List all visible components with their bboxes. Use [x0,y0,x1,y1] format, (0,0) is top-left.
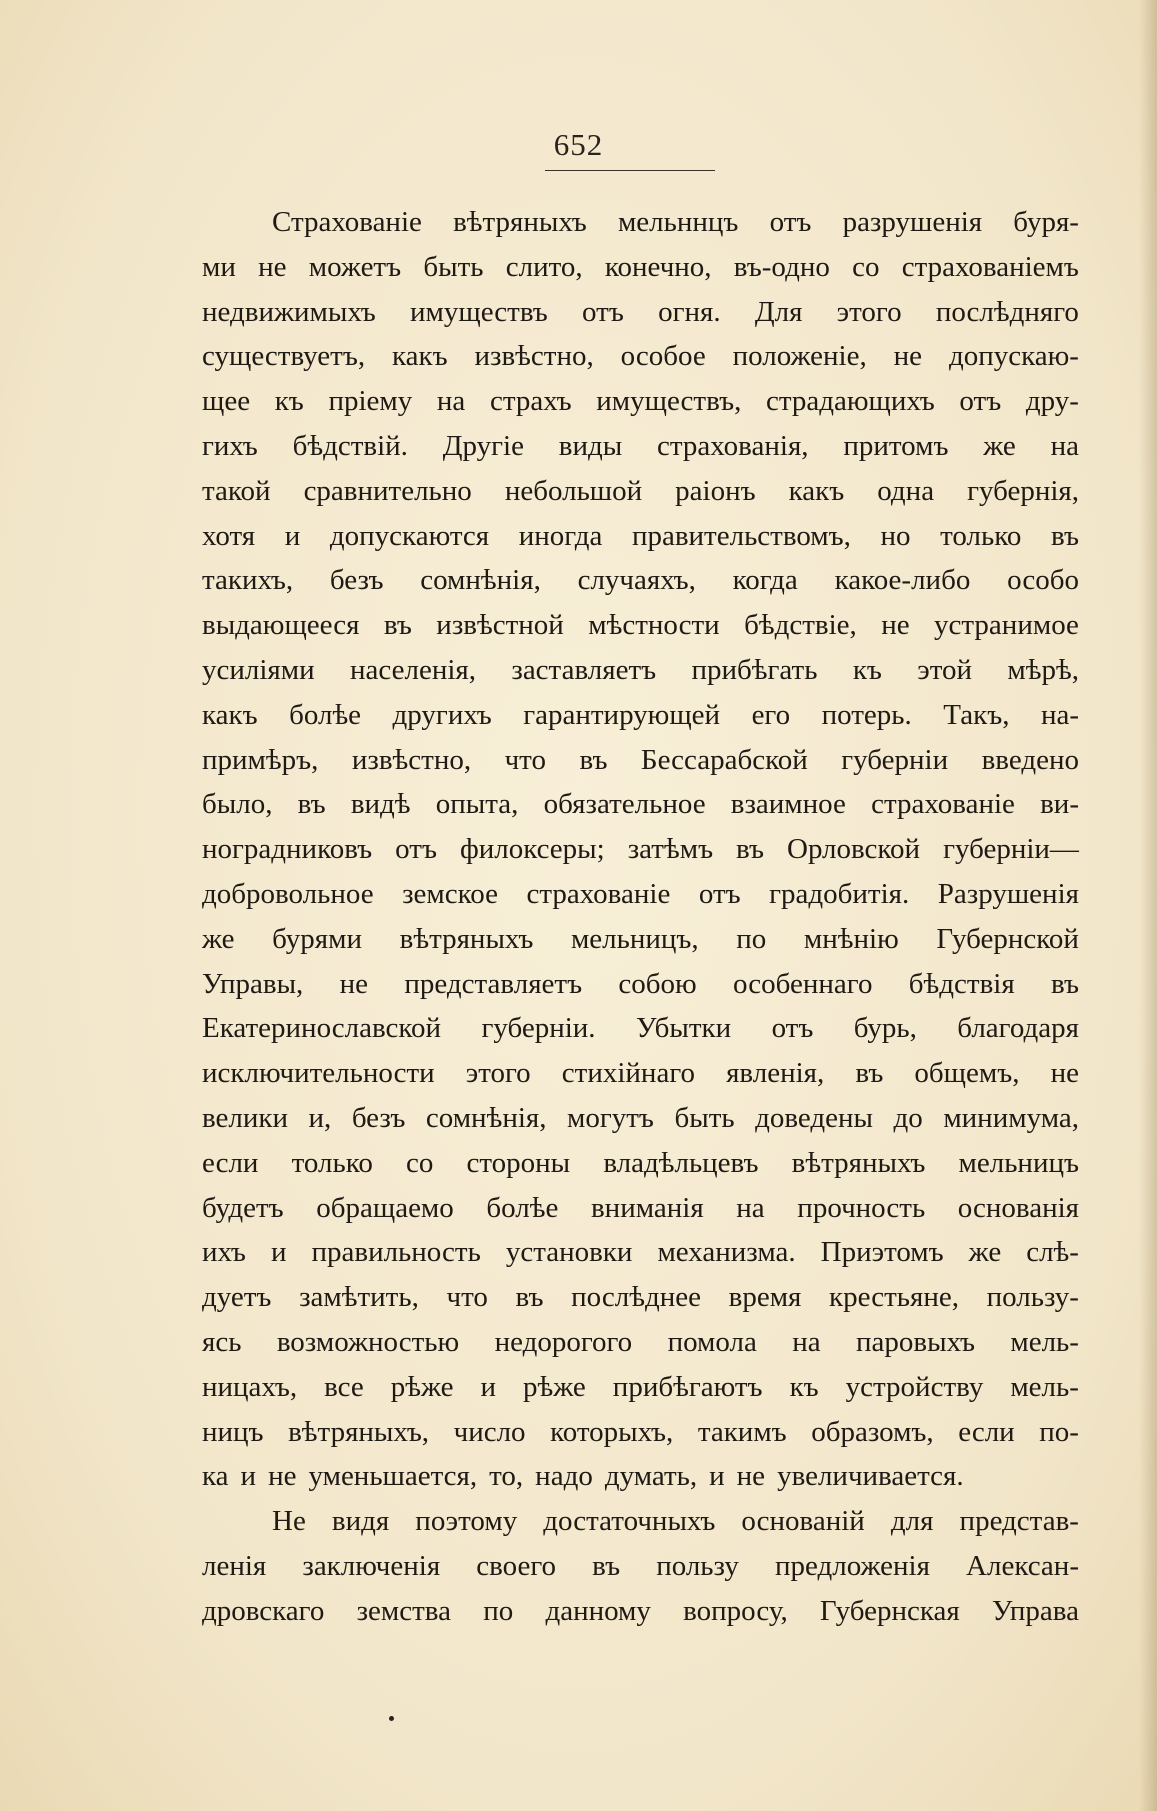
text-line: ленія заключенія своего въ пользу предложенія Алексан- [202,1549,1079,1582]
text-line: Страхованіе вѣтряныхъ мельннцъ отъ разрушенія буря- [272,206,1079,238]
text-line: такой сравнительно небольшой раіонъ какъ одна губернія, [202,474,1079,507]
text-line: дровскаго земства по данному вопросу, Губернская Управа [202,1594,1079,1627]
text-line: ноградниковъ отъ филоксеры; затѣмъ въ Орловской губерніи— [202,833,1079,866]
text-line: ми не можетъ быть слито, конечно, въ-одно со страхованіемъ [202,250,1079,283]
text-line: ницъ вѣтряныхъ, число которыхъ, такимъ образомъ, если по- [202,1415,1079,1448]
page-number-rule [545,170,715,171]
text-line: Екатеринославской губерніи. Убытки отъ бурь, благодаря [202,1012,1079,1045]
text-line: хотя и допускаются иногда правительствомъ, но только въ [202,519,1079,552]
body-text [202,200,1079,1634]
text-line: если только со стороны владѣльцевъ вѣтряныхъ мельницъ [202,1146,1079,1179]
text-line: было, въ видѣ опыта, обязательное взаимное страхованіе ви- [202,788,1079,821]
ink-dot [389,1716,394,1721]
text-line: Не видя поэтому достаточныхъ основаній для представ- [272,1505,1079,1538]
text-line: ницахъ, все рѣже и рѣже прибѣгаютъ къ устройству мель- [202,1370,1079,1403]
text-line: Управы, не представляетъ собою особеннаго бѣдствія въ [202,967,1079,1000]
text-line: щее къ пріему на страхъ имуществъ, страдающихъ отъ дру- [202,385,1079,418]
text-line: такихъ, безъ сомнѣнія, случаяхъ, когда какое-либо особо [202,564,1079,597]
text-line: исключительности этого стихійнаго явленія, въ общемъ, не [202,1057,1079,1090]
text-line: примѣръ, извѣстно, что въ Бессарабской губерніи введено [202,743,1079,776]
text-line: дуетъ замѣтить, что въ послѣднее время крестьяне, пользу- [202,1281,1079,1314]
text-line: велики и, безъ сомнѣнія, могутъ быть доведены до минимума, [202,1101,1079,1134]
text-line: выдающееся въ извѣстной мѣстности бѣдствіе, не устранимое [202,609,1079,642]
page-number: 652 [553,127,604,162]
text-line: ясь возможностью недорогого помола на паровыхъ мель- [202,1325,1079,1358]
page-edge-shadow [1139,0,1157,1811]
text-line: гихъ бѣдствій. Другіе виды страхованія, притомъ же на [202,429,1079,462]
paragraph [202,1499,1079,1633]
text-line: же бурями вѣтряныхъ мельницъ, по мнѣнію Губернской [202,922,1079,955]
text-line: ихъ и правильность установки механизма. Приэтомъ же слѣ- [202,1236,1079,1269]
text-line: добровольное земское страхованіе отъ градобитія. Разрушенія [202,877,1079,910]
text-line: усиліями населенія, заставляетъ прибѣгать къ этой мѣрѣ, [202,653,1079,686]
text-line: какъ болѣе другихъ гарантирующей его потерь. Такъ, на- [202,698,1079,731]
text-line: ка и не уменьшается, то, надо думать, и не увеличивается. [202,1460,964,1493]
text-line: будетъ обращаемо болѣе вниманія на прочность основанія [202,1191,1079,1224]
text-line: существуетъ, какъ извѣстно, особое положеніе, не допускаю- [202,340,1079,373]
paragraph [202,200,1079,1499]
text-line: недвижимыхъ имуществъ отъ огня. Для этого послѣдняго [202,295,1079,328]
